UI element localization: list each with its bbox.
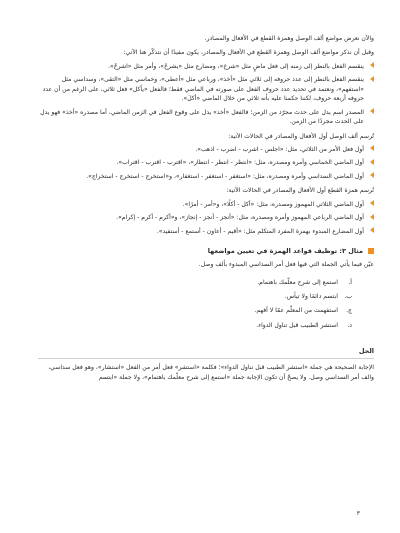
note-text: ينقسم الفعل بالنظر إلى زمنه إلى فعل ماضٍ مثل «شرحَ»، ومضارع مثل «يشرحُ»، وأمر مثل «اشرحْ». [108, 62, 364, 70]
option-item [38, 321, 352, 330]
wasl-item-text: أول فعل الأمر من الثلاثي، مثل: «اجلس - اشرب - اضرب - اذهب». [195, 145, 364, 153]
wasl-list [38, 145, 374, 181]
wasl-item-text: أول الماضي الخماسي وأمره ومصدره، مثل: «انتظر - انتظر - انتظار»، «اقترب - اقترب - اقتراب». [116, 159, 364, 167]
solution-divider [38, 358, 374, 359]
note-item-verb-tense [38, 62, 374, 71]
triangle-bullet-icon [370, 62, 374, 68]
qat-item-text: أول الماضي الثلاثي المهموز ومصدره، مثل: «أكل - أكلًا»، و«أمر - أمرًا». [182, 200, 364, 208]
example-options [38, 278, 352, 331]
example-heading [38, 246, 374, 256]
triangle-bullet-icon [370, 76, 374, 82]
qat-item [38, 227, 374, 236]
option-text: استشر الطبيب قبل تناول الدواء. [256, 321, 338, 329]
triangle-bullet-icon [370, 227, 374, 233]
triangle-bullet-icon [370, 108, 374, 114]
triangle-bullet-icon [370, 172, 374, 178]
wasl-item-text: أول الماضي السداسي وأمره ومصدره، مثل: «استغفر - استغفر - استغفار»، و«استخرج - استخرج - استخراج». [86, 172, 364, 180]
option-item [38, 278, 352, 287]
qat-section-lead: تُرسم همزة القطع أول الأفعال والمصادر في الحالات الآتية: [226, 187, 374, 195]
wasl-item [38, 145, 374, 154]
page-content [38, 34, 374, 382]
triangle-bullet-icon [370, 200, 374, 206]
intro-paragraph: والآن نعرض مواضع ألف الوصل وهمزة القطع في الأفعال والمصادر. [204, 35, 374, 42]
option-text: استفهمت من المعلّم عمّا لا أفهم. [254, 307, 338, 315]
triangle-bullet-icon [370, 214, 374, 220]
option-letter: د. [347, 321, 352, 329]
wasl-item [38, 172, 374, 181]
option-letter: أ. [348, 278, 352, 286]
example-title: مثال ٣: توظيف قواعد الهمزة في تعيين مواضعها [207, 247, 363, 255]
qat-item [38, 200, 374, 209]
option-item [38, 292, 352, 301]
qat-item [38, 213, 374, 222]
wasl-section-lead: تُرسم ألف الوصل أول الأفعال والمصادر في الحالات الآتية: [228, 132, 374, 140]
option-text: ابتسم دائمًا ولا تيأس. [284, 292, 338, 300]
notes-list [38, 62, 374, 127]
example-task: عيّن فيما يأتي الجملة التي فيها فعل أمر السداسي المبدوء بألف وصل. [198, 261, 374, 269]
triangle-bullet-icon [370, 145, 374, 151]
option-item [38, 306, 352, 315]
option-letter: ج. [346, 307, 352, 315]
triangle-bullet-icon [370, 159, 374, 165]
option-letter: ب. [344, 292, 352, 300]
note-text: ينقسم الفعل بالنظر إلى عدد حروفه إلى ثلاثي مثل «أخذ»، ورباعي مثل «أعطى»، وخماسي مثل «التقى»، وسداسي مثل «استفهم»، ونعتمد في تحديد عدد حروف الفعل على صورته في الماضي فقط؛ فالفعل «يأكل» فعل ثلاثي، على الرغم من أن عدد حروفه أربعة حروف، لكننا حكمنا عليه بأنه ثلاثي من خلال الماضي «أكلَ». [42, 76, 364, 103]
solution-text: الإجابة الصحيحة هي جملة «استشر الطبيب قبل تناول الدواء»؛ فكلمة «استشر» فعل أمر من الفعل «استشار»، وهو فعل سداسي، والف أمر السداسي وصل. ولا يصحّ أن تكون الإجابة جملة «استمع إلى شرح معلّمك باهتمام»، ولا جملة «ابتسم [48, 364, 374, 381]
qat-item-text: أول الماضي الرباعي المهموز وأمره ومصدره، مثل: «أنجز - أنجز - إنجاز»، و«أكرم - أكرم - إكرام». [116, 214, 364, 222]
page-number: ٣ [356, 509, 360, 517]
square-marker-icon [368, 248, 374, 254]
note-item-masdar [38, 108, 374, 127]
solution-title: الحل [358, 347, 374, 356]
qat-item-text: أول المضارع المبدوء بهمزة المفرد المتكلم مثل: «أقيم - أعاون - أستمع - أستفيد». [156, 227, 364, 235]
option-text: استمع إلى شرح معلّمك باهتمام. [257, 278, 338, 286]
note-item-verb-letters [38, 75, 374, 103]
intro-reminder-paragraph: وقبل أن نذكر مواضع ألف الوصل وهمزة القطع في الأفعال والمصادر، يكون مفيدًا أن نتذكّر هنا الآتي: [123, 49, 374, 57]
note-text: المصدر اسم يدل على حدث مجرّد من الزمن؛ فالفعل «أخذ» يدل على وقوع الفعل في الزمن الماضي، أما مصدره «أخذ» فهو يدل على الحدث مجردًا من الزمن. [40, 108, 364, 126]
wasl-item [38, 158, 374, 167]
qat-list [38, 200, 374, 236]
